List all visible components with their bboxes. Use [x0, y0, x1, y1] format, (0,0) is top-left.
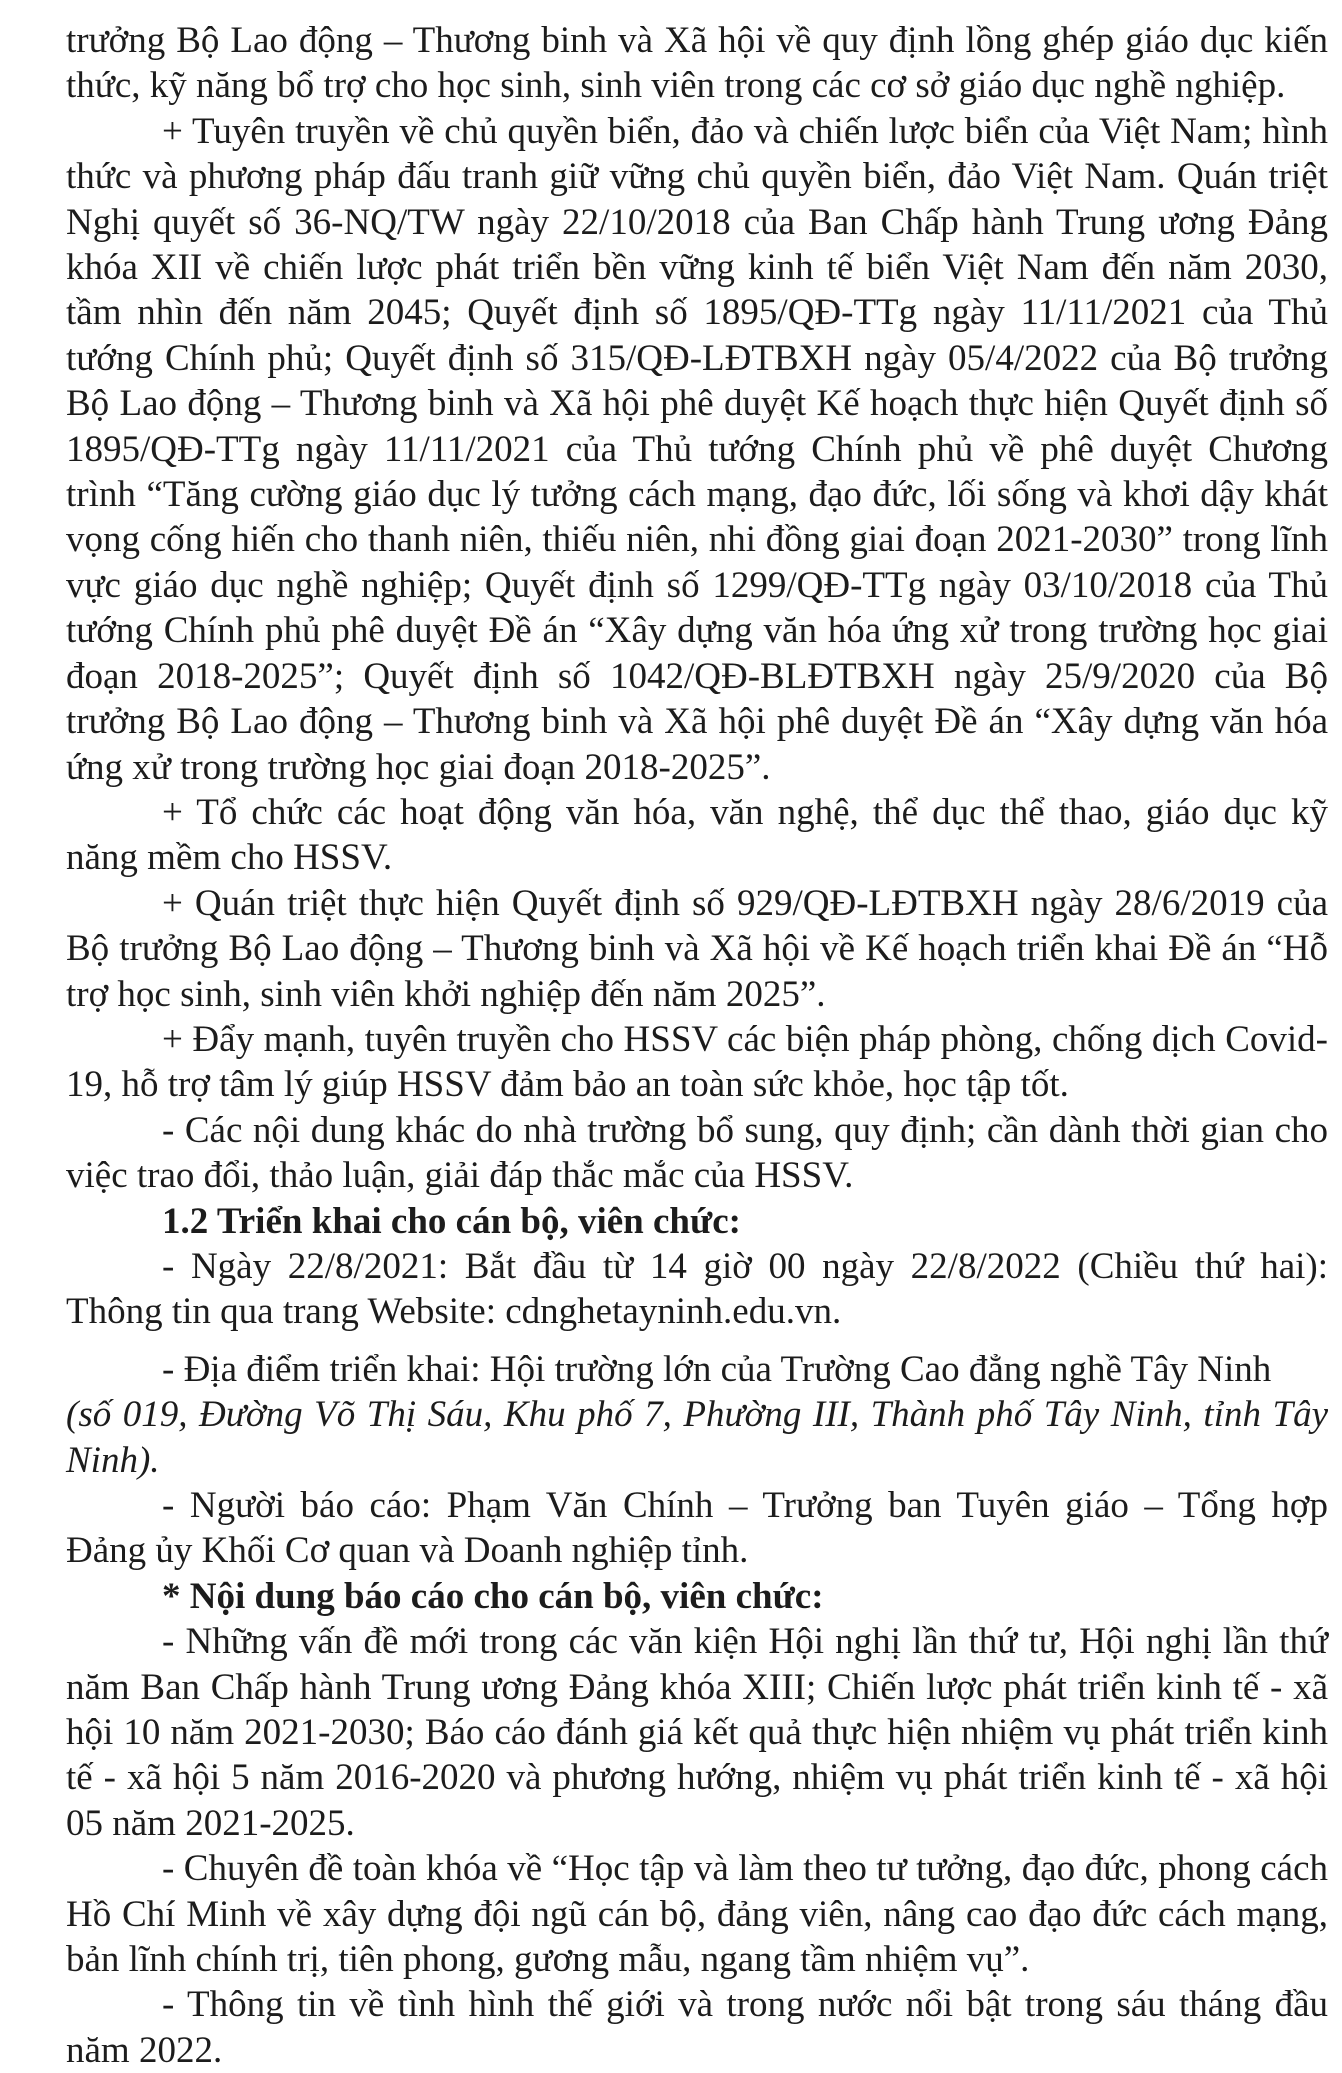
paragraph-new-issues: - Những vấn đề mới trong các văn kiện Hội nghị lần thứ tư, Hội nghị lần thứ năm Ban Chấp hành Trung ương Đảng khóa XIII; Chiến lược phát triển kinh tế - xã hội 10 năm 2021-2030; Báo cáo đánh giá kết quả thực hiện nhiệm vụ phát triển kinh tế - xã hội 5 năm 2016-2020 và phương hướng, nhiệm vụ phát triển kinh tế - xã hội 05 năm 2021-2025.: [66, 1621, 1328, 1844]
paragraph-world-news: - Thông tin về tình hình thế giới và trong nước nổi bật trong sáu tháng đầu năm 2022.: [66, 1984, 1328, 2071]
paragraph-ho-chi-minh-topic: - Chuyên đề toàn khóa về “Học tập và làm theo tư tưởng, đạo đức, phong cách Hồ Chí Minh về xây dựng đội ngũ cán bộ, đảng viên, nâng cao đạo đức cách mạng, bản lĩnh chính trị, tiên phong, gương mẫu, ngang tầm nhiệm vụ”.: [66, 1848, 1328, 1981]
paragraph-venue-address: (số 019, Đường Võ Thị Sáu, Khu phố 7, Phường III, Thành phố Tây Ninh, tỉnh Tây Ninh).: [66, 1394, 1328, 1481]
paragraph-startup-support: + Quán triệt thực hiện Quyết định số 929/QĐ-LĐTBXH ngày 28/6/2019 của Bộ trưởng Bộ Lao động – Thương binh và Xã hội về Kế hoạch triển khai Đề án “Hỗ trợ học sinh, sinh viên khởi nghiệp đến năm 2025”.: [66, 882, 1328, 1015]
paragraph-other-content: - Các nội dung khác do nhà trường bổ sung, quy định; cần dành thời gian cho việc trao đổi, thảo luận, giải đáp thắc mắc của HSSV.: [66, 1109, 1328, 1197]
paragraph-presenter: - Người báo cáo: Phạm Văn Chính – Trưởng ban Tuyên giáo – Tổng hợp Đảng ủy Khối Cơ quan và Doanh nghiệp tỉnh.: [66, 1485, 1328, 1572]
paragraph-continuation: trưởng Bộ Lao động – Thương binh và Xã hội về quy định lồng ghép giáo dục kiến thức, kỹ năng bổ trợ cho học sinh, sinh viên trong các cơ sở giáo dục nghề nghiệp.: [66, 20, 1328, 107]
paragraph-sea-sovereignty: + Tuyên truyền về chủ quyền biển, đảo và chiến lược biển của Việt Nam; hình thức và phương pháp đấu tranh giữ vững chủ quyền biển, đảo Việt Nam. Quán triệt Nghị quyết số 36-NQ/TW ngày 22/10/2018 của Ban Chấp hành Trung ương Đảng khóa XII về chiến lược phát triển bền vững kinh tế biển Việt Nam đến năm 2030, tầm nhìn đến năm 2045; Quyết định số 1895/QĐ-TTg ngày 11/11/2021 của Thủ tướng Chính phủ; Quyết định số 315/QĐ-LĐTBXH ngày 05/4/2022 của Bộ trưởng Bộ Lao động – Thương binh và Xã hội phê duyệt Kế hoạch thực hiện Quyết định số 1895/QĐ-TTg ngày 11/11/2021 của Thủ tướng Chính phủ về phê duyệt Chương trình “Tăng cường giáo dục lý tưởng cách mạng, đạo đức, lối sống và khơi dậy khát vọng cống hiến cho thanh niên, thiếu niên, nhi đồng giai đoạn 2021-2030” trong lĩnh vực giáo dục nghề nghiệp; Quyết định số 1299/QĐ-TTg ngày 03/10/2018 của Thủ tướng Chính phủ phê duyệt Đề án “Xây dựng văn hóa ứng xử trong trường học giai đoạn 2018-2025”; Quyết định số 1042/QĐ-BLĐTBXH ngày 25/9/2020 của Bộ trưởng Bộ Lao động – Thương binh và Xã hội phê duyệt Đề án “Xây dựng văn hóa ứng xử trong trường học giai đoạn 2018-2025”.: [66, 110, 1328, 788]
document-page: [66, 18, 1328, 2073]
paragraph-date-time: - Ngày 22/8/2021: Bắt đầu từ 14 giờ 00 ngày 22/8/2022 (Chiều thứ hai): Thông tin qua trang Website: cdnghetayninh.edu.vn.: [66, 1245, 1328, 1333]
paragraph-venue: - Địa điểm triển khai: Hội trường lớn của Trường Cao đẳng nghề Tây Ninh: [162, 1348, 1272, 1390]
subheading-report-content: * Nội dung báo cáo cho cán bộ, viên chức:: [162, 1575, 824, 1617]
paragraph-cultural-activities: + Tổ chức các hoạt động văn hóa, văn nghệ, thể dục thể thao, giáo dục kỹ năng mềm cho HSSV.: [66, 791, 1328, 879]
paragraph-covid-prevention: + Đẩy mạnh, tuyên truyền cho HSSV các biện pháp phòng, chống dịch Covid-19, hỗ trợ tâm lý giúp HSSV đảm bảo an toàn sức khỏe, học tập tốt.: [66, 1018, 1328, 1106]
section-heading-staff: 1.2 Triển khai cho cán bộ, viên chức:: [162, 1200, 741, 1242]
